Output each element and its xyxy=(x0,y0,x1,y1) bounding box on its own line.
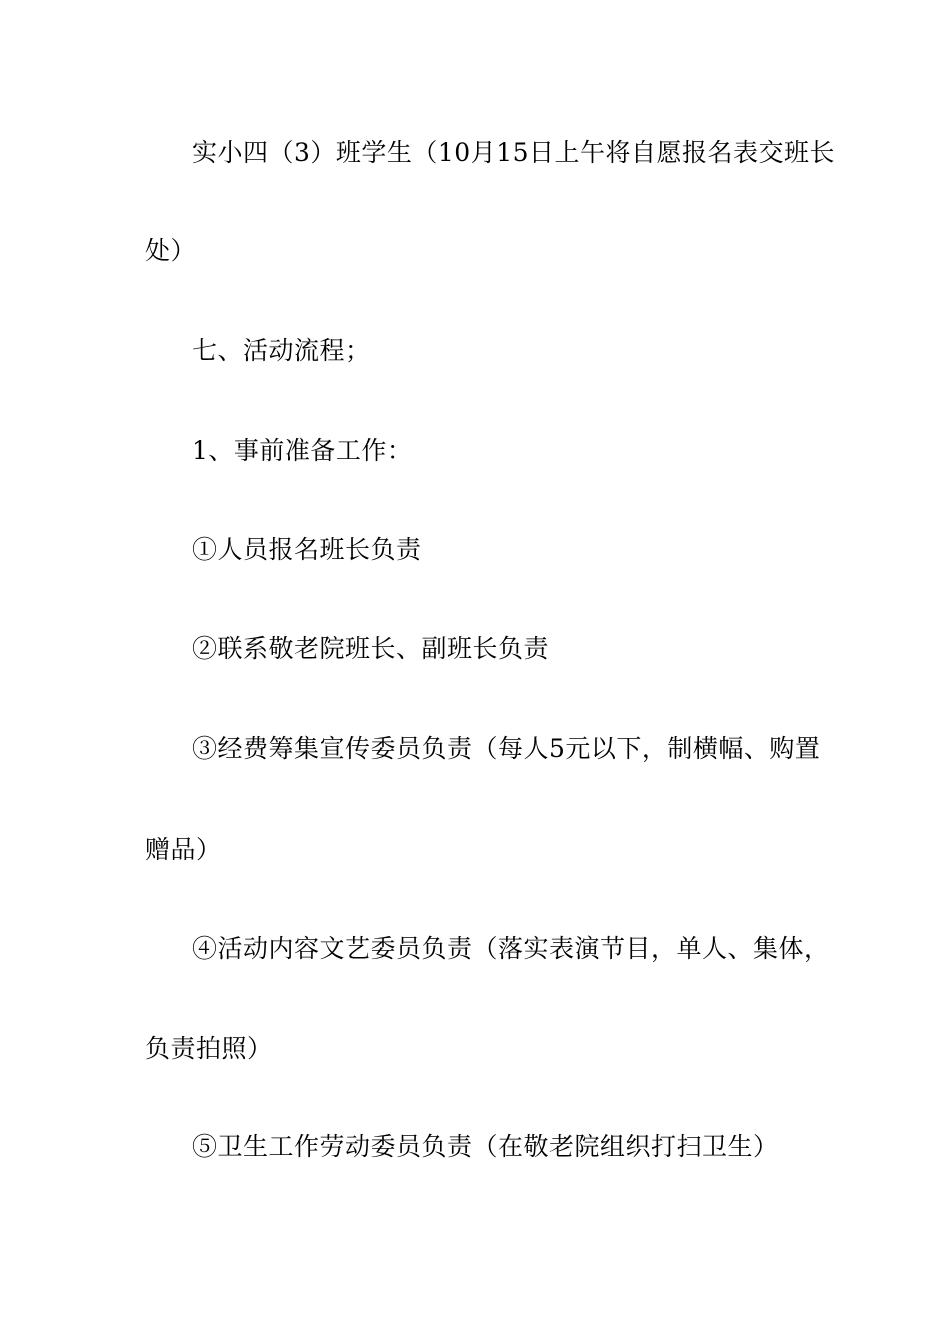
item-2-contact-nursing-home: ②联系敬老院班长、副班长负责 xyxy=(192,634,550,663)
item-4-activity-content-line-2: 负责拍照） xyxy=(145,1034,273,1063)
item-5-hygiene-work: ⑤卫生工作劳动委员负责（在敬老院组织打扫卫生） xyxy=(192,1132,779,1161)
item-1-registration: ①人员报名班长负责 xyxy=(192,535,422,564)
item-3-funding-line-2: 赠品） xyxy=(145,835,222,864)
item-4-activity-content-line-1: ④活动内容文艺委员负责（落实表演节目，单人、集体， xyxy=(192,934,830,963)
section-heading-activity-process: 七、活动流程； xyxy=(192,336,371,365)
paragraph-1-line-1: 实小四（3）班学生（10月15日上午将自愿报名表交班长 xyxy=(192,138,836,167)
subheading-preparation: 1、事前准备工作： xyxy=(192,436,413,465)
paragraph-1-line-2: 处） xyxy=(145,236,197,265)
item-3-funding-line-1: ③经费筹集宣传委员负责（每人5元以下，制横幅、购置 xyxy=(192,734,821,763)
